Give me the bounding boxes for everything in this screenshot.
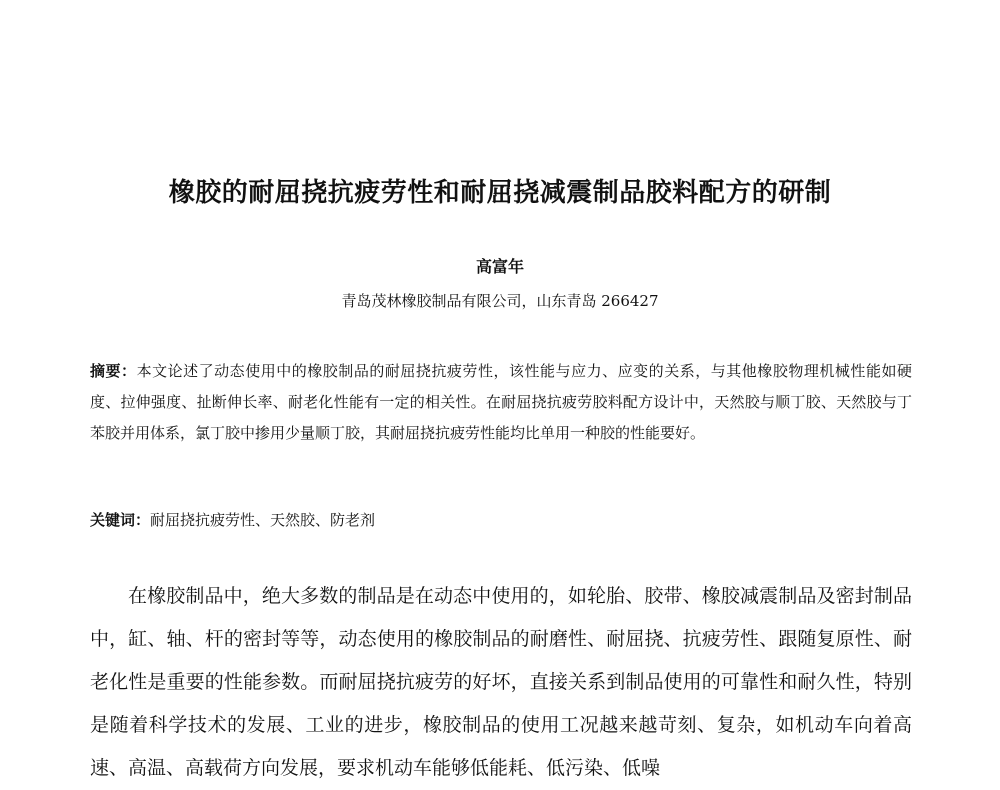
- keywords: [90, 505, 912, 536]
- body-paragraph: 在橡胶制品中，绝大多数的制品是在动态中使用的，如轮胎、胶带、橡胶减震制品及密封制品中，缸、轴、杆的密封等等，动态使用的橡胶制品的耐磨性、耐屈挠、抗疲劳性、跟随复原性、耐老化性是重要的性能参数。而耐屈挠抗疲劳的好坏，直接关系到制品使用的可靠性和耐久性，特别是随着科学技术的发展、工业的进步，橡胶制品的使用工况越来越苛刻、复杂，如机动车向着高速、高温、高载荷方向发展，要求机动车能够低能耗、低污染、低噪: [90, 585, 912, 779]
- abstract: [90, 356, 912, 449]
- paper-title: 橡胶的耐屈挠抗疲劳性和耐屈挠减震制品胶料配方的研制: [168, 178, 832, 208]
- keywords-label: 关键词：: [90, 511, 151, 529]
- abstract-label: 摘要：: [90, 362, 137, 380]
- abstract-text: 本文论述了动态使用中的橡胶制品的耐屈挠抗疲劳性，该性能与应力、应变的关系，与其他橡胶物理机械性能如硬度、拉伸强度、扯断伸长率、耐老化性能有一定的相关性。在耐屈挠抗疲劳胶料配方设计中，天然胶与顺丁胶、天然胶与丁苯胶并用体系，氯丁胶中掺用少量顺丁胶，其耐屈挠抗疲劳性能均比单用一种胶的性能要好。: [90, 362, 912, 442]
- author-affiliation: 青岛茂林橡胶制品有限公司，山东青岛 266427: [341, 292, 659, 310]
- keywords-text: 耐屈挠抗疲劳性、天然胶、防老剂: [150, 511, 376, 529]
- author-name: 高富年: [475, 257, 524, 276]
